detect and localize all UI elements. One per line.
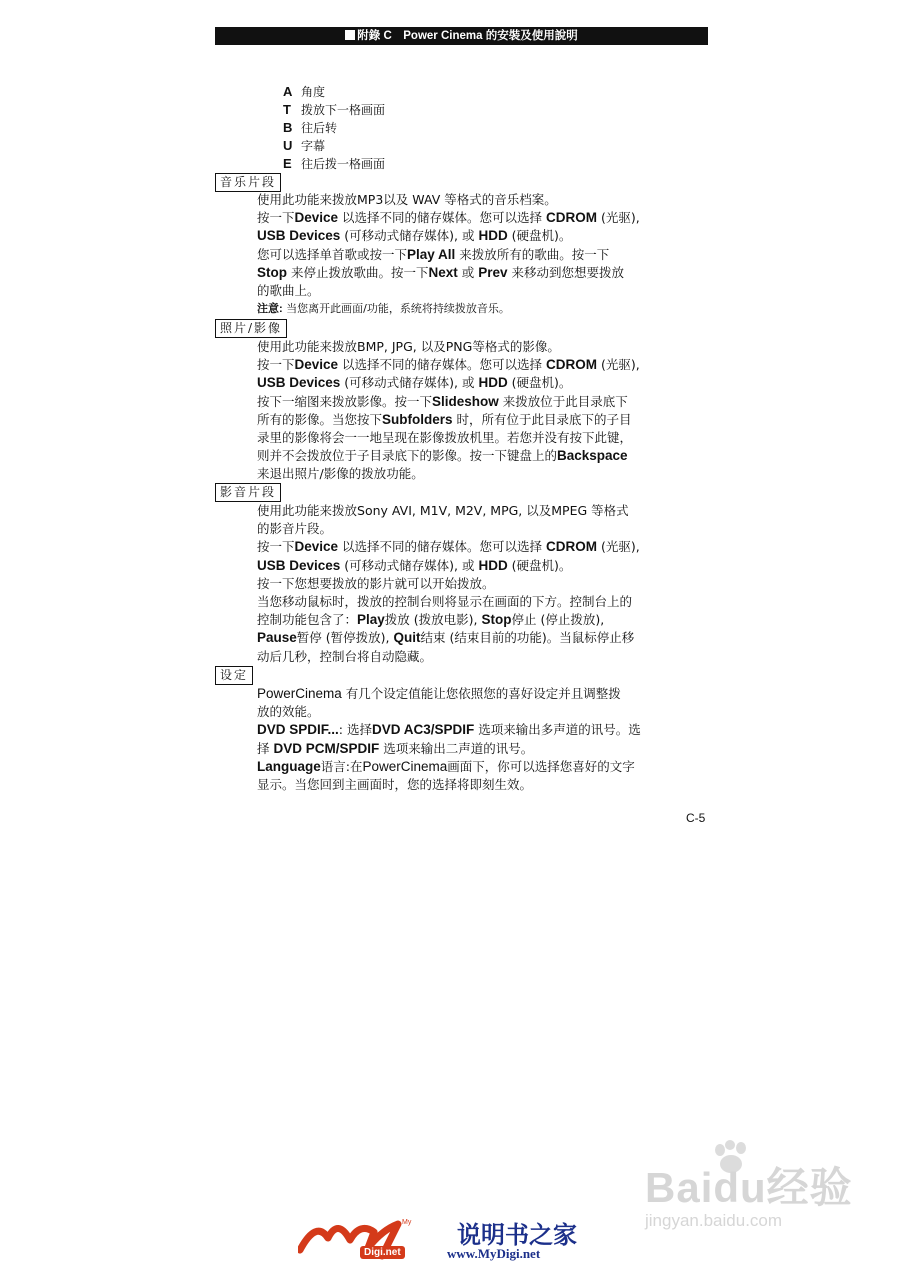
section-title-video: 影音片段 bbox=[215, 483, 281, 502]
control-label: 字幕 bbox=[301, 139, 326, 153]
control-key-list bbox=[283, 83, 385, 173]
control-key: A bbox=[283, 84, 293, 99]
text-line: 放的效能。 bbox=[257, 704, 320, 720]
text-line: 按一下您想要拨放的影片就可以开始拨放。 bbox=[257, 575, 495, 591]
settings-body bbox=[257, 685, 709, 794]
text-line: 所有的影像。当您按下Subfolders 时，所有位于此目录底下的子目 bbox=[257, 411, 632, 427]
text-line: 按一下Device 以选择不同的储存媒体。您可以选择 CDROM (光驱), bbox=[257, 357, 640, 373]
baidu-watermark bbox=[645, 1155, 853, 1231]
section-title-music: 音乐片段 bbox=[215, 173, 281, 192]
control-key: U bbox=[283, 138, 293, 153]
text-line: 的影音片段。 bbox=[257, 521, 333, 537]
text-line: 使用此功能来拨放MP3以及 WAV 等格式的音乐档案。 bbox=[257, 192, 557, 207]
text-line: 显示。当您回到主画面时，您的选择将即刻生效。 bbox=[257, 777, 533, 793]
control-key: T bbox=[283, 102, 291, 117]
text-line: 控制功能包含了：Play拨放 (拨放电影), Stop停止 (停止拨放), bbox=[257, 612, 605, 628]
text-line: 按一下Device 以选择不同的储存媒体。您可以选择 CDROM (光驱), bbox=[257, 210, 640, 226]
text-line: USB Devices (可移动式储存媒体), 或 HDD (硬盘机)。 bbox=[257, 375, 572, 391]
page-number: C-5 bbox=[686, 811, 706, 825]
photo-body bbox=[257, 338, 709, 484]
brand-url: www.MyDigi.net bbox=[447, 1246, 541, 1261]
text-line: 使用此功能来拨放Sony AVI, M1V, M2V, MPG, 以及MPEG 等格式 bbox=[257, 503, 629, 518]
text-line: 当您移动鼠标时，拨放的控制台则将显示在画面的下方。控制台上的 bbox=[257, 594, 633, 610]
control-key: E bbox=[283, 156, 292, 171]
watermark-logo: Baidu经验 bbox=[645, 1164, 853, 1211]
text-line: 则并不会拨放位于子目录底下的影像。按一下键盘上的Backspace bbox=[257, 448, 628, 464]
control-item bbox=[283, 101, 385, 119]
control-label: 往后拨一格画面 bbox=[301, 157, 386, 171]
text-line: 按一下Device 以选择不同的储存媒体。您可以选择 CDROM (光驱), bbox=[257, 539, 640, 555]
control-label: 往后转 bbox=[301, 121, 338, 135]
text-line: 使用此功能来拨放BMP, JPG, 以及PNG等格式的影像。 bbox=[257, 339, 560, 354]
text-line: 动后几秒，控制台将自动隐藏。 bbox=[257, 648, 433, 664]
digi-net-badge: Digi.net bbox=[360, 1246, 405, 1259]
text-line: Stop 来停止拨放歌曲。按一下Next 或 Prev 来移动到您想要拨放 bbox=[257, 264, 624, 280]
text-line: Pause暂停 (暂停拨放), Quit结束 (结束目前的功能)。当鼠标停止移 bbox=[257, 630, 635, 646]
text-line: USB Devices (可移动式储存媒体), 或 HDD (硬盘机)。 bbox=[257, 228, 572, 244]
text-line: 择 DVD PCM/SPDIF 选项来输出二声道的讯号。 bbox=[257, 740, 534, 756]
header-bar bbox=[215, 27, 708, 45]
text-line: USB Devices (可移动式储存媒体), 或 HDD (硬盘机)。 bbox=[257, 557, 572, 573]
text-line: 您可以选择单首歌或按一下Play All 来拨放所有的歌曲。按一下 bbox=[257, 246, 610, 262]
text-line: 的歌曲上。 bbox=[257, 283, 320, 299]
control-item bbox=[283, 83, 385, 101]
square-icon bbox=[345, 30, 355, 40]
music-body bbox=[257, 191, 709, 318]
header-title: 附錄 C Power Cinema 的安裝及使用說明 bbox=[357, 30, 578, 42]
logo-text-my: My bbox=[402, 1219, 412, 1226]
brand-name: 说明书之家 bbox=[457, 1220, 577, 1249]
section-title-settings: 设定 bbox=[215, 666, 253, 685]
control-item bbox=[283, 137, 385, 155]
control-label: 角度 bbox=[301, 85, 326, 99]
video-body bbox=[257, 502, 709, 666]
control-label: 拨放下一格画面 bbox=[301, 103, 386, 117]
control-item bbox=[283, 119, 385, 137]
note-line: 注意: 当您离开此画面/功能，系统将持续拨放音乐。 bbox=[257, 302, 510, 316]
control-key: B bbox=[283, 120, 293, 135]
text-line: PowerCinema 有几个设定值能让您依照您的喜好设定并且调整拨 bbox=[257, 686, 621, 701]
text-line: Language语言:在PowerCinema画面下，你可以选择您喜好的文字 bbox=[257, 758, 635, 774]
text-line: 录里的影像将会一一地呈现在影像拨放机里。若您并没有按下此键， bbox=[257, 430, 633, 446]
text-line: DVD SPDIF...: 选择DVD AC3/SPDIF 选项来输出多声道的讯号。选 bbox=[257, 722, 641, 738]
control-item bbox=[283, 155, 385, 173]
watermark-url: jingyan.baidu.com bbox=[645, 1211, 783, 1230]
text-line: 来退出照片/影像的拨放功能。 bbox=[257, 466, 424, 482]
section-title-photo: 照片/影像 bbox=[215, 319, 287, 338]
text-line: 按下一缩图来拨放影像。按一下Slideshow 来拨放位于此目录底下 bbox=[257, 393, 628, 409]
